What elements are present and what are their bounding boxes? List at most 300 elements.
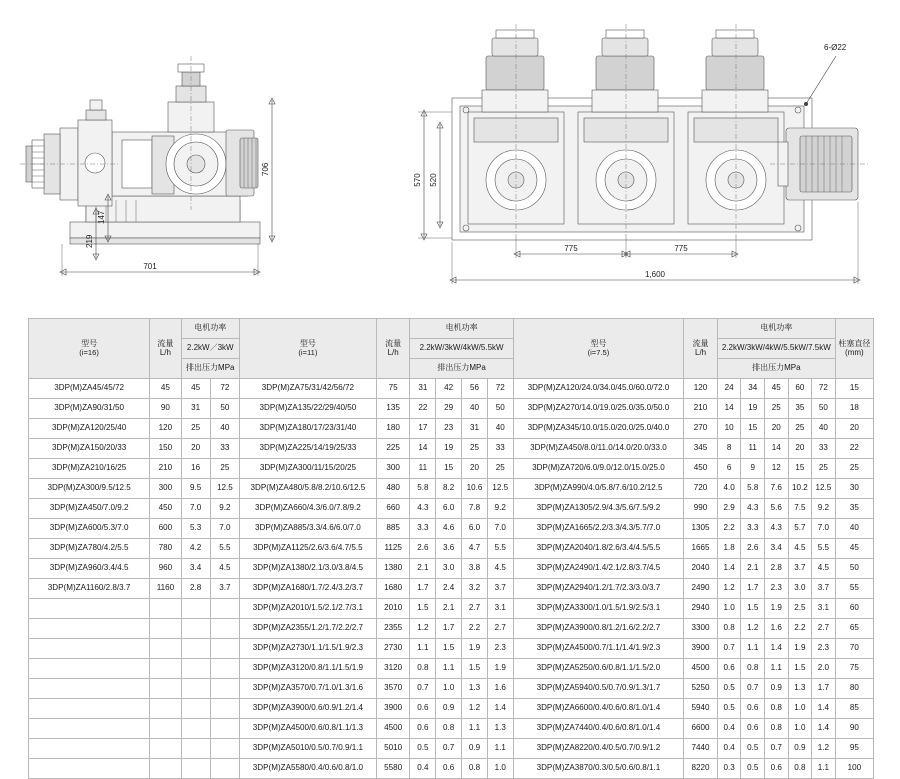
header-flow-1: 流量 L/h [150,319,181,379]
header-motor-power-2: 电机功率 [410,319,513,339]
cell-flow-16: 450 [150,499,181,519]
cell-model-11: 3DP(M)ZA1125/2.6/3.6/4.7/5.5 [239,539,376,559]
cell-model-16: 3DP(M)ZA600/5.3/7.0 [29,519,150,539]
cell-pressure-75: 2.3 [812,639,836,659]
cell-plunger-diameter: 40 [835,519,873,539]
cell-plunger-diameter: 45 [835,539,873,559]
cell-pressure-16 [210,739,239,759]
header-motor-power-1: 电机功率 [181,319,239,339]
cell-plunger-diameter: 25 [835,459,873,479]
right-plan-drawing [413,24,870,284]
cell-pressure-16 [181,739,210,759]
cell-pressure-75: 5.6 [765,499,789,519]
table-row [29,739,874,759]
cell-pressure-75: 19 [741,399,765,419]
cell-pressure-11: 19 [436,439,462,459]
cell-pressure-75: 14 [717,399,741,419]
cell-pressure-16: 12.5 [210,479,239,499]
cell-model-11: 3DP(M)ZA1380/2.1/3.0/3.8/4.5 [239,559,376,579]
cell-flow-75: 2940 [684,599,718,619]
cell-model-16: 3DP(M)ZA120/25/40 [29,419,150,439]
cell-pressure-11: 1.6 [487,679,513,699]
cell-pressure-75: 4.0 [717,479,741,499]
cell-pressure-11: 72 [487,379,513,399]
cell-pressure-11: 1.5 [462,659,488,679]
cell-pressure-11: 1.0 [487,759,513,779]
cell-model-11: 3DP(M)ZA3570/0.7/1.0/1.3/1.6 [239,679,376,699]
cell-pressure-16 [210,639,239,659]
table-row [29,759,874,779]
cell-pressure-75: 1.3 [788,679,812,699]
cell-pressure-16: 33 [210,439,239,459]
dim-775-a: 775 [564,244,578,253]
cell-flow-75: 3900 [684,639,718,659]
cell-pressure-75: 1.0 [788,699,812,719]
cell-model-16: 3DP(M)ZA210/16/25 [29,459,150,479]
cell-pressure-75: 0.8 [717,619,741,639]
cell-pressure-16 [181,659,210,679]
cell-pressure-75: 1.7 [812,679,836,699]
cell-flow-16 [150,699,181,719]
cell-pressure-11: 0.6 [410,719,436,739]
cell-pressure-11: 17 [410,419,436,439]
cell-plunger-diameter: 30 [835,479,873,499]
cell-flow-75: 120 [684,379,718,399]
cell-flow-75: 4500 [684,659,718,679]
cell-flow-11: 3570 [376,679,410,699]
cell-pressure-11: 1.3 [487,719,513,739]
cell-pressure-16 [210,759,239,779]
cell-pressure-16: 3.4 [181,559,210,579]
cell-model-11: 3DP(M)ZA3900/0.6/0.9/1.2/1.4 [239,699,376,719]
cell-pressure-75: 35 [788,399,812,419]
dim-147: 147 [97,210,106,224]
cell-pressure-75: 2.2 [717,519,741,539]
cell-model-16 [29,739,150,759]
cell-pressure-75: 0.6 [765,759,789,779]
cell-flow-75: 5940 [684,699,718,719]
cell-pressure-11: 1.0 [436,679,462,699]
cell-model-75: 3DP(M)ZA1305/2.9/4.3/5.6/7.5/9.2 [513,499,684,519]
cell-pressure-16: 72 [210,379,239,399]
cell-pressure-11: 1.7 [436,619,462,639]
cell-model-75: 3DP(M)ZA5250/0.6/0.8/1.1/1.5/2.0 [513,659,684,679]
cell-plunger-diameter: 20 [835,419,873,439]
cell-pressure-11: 1.1 [436,659,462,679]
header-flow-3: 流量 L/h [684,319,718,379]
cell-pressure-16: 9.2 [210,499,239,519]
cell-pressure-16: 16 [181,459,210,479]
cell-pressure-75: 0.5 [741,739,765,759]
technical-drawings [0,0,900,310]
cell-model-11: 3DP(M)ZA2355/1.2/1.7/2.2/2.7 [239,619,376,639]
header-flow-2: 流量 L/h [376,319,410,379]
table-row [29,519,874,539]
cell-pressure-11: 10.6 [462,479,488,499]
cell-model-16: 3DP(M)ZA300/9.5/12.5 [29,479,150,499]
cell-flow-11: 2730 [376,639,410,659]
cell-pressure-75: 25 [765,399,789,419]
cell-model-75: 3DP(M)ZA3870/0.3/0.5/0.6/0.8/1.1 [513,759,684,779]
table-row [29,459,874,479]
cell-pressure-75: 2.3 [765,579,789,599]
cell-pressure-75: 14 [765,439,789,459]
cell-flow-75: 5250 [684,679,718,699]
cell-pressure-11: 3.7 [487,579,513,599]
cell-pressure-11: 15 [436,459,462,479]
cell-pressure-75: 1.1 [765,659,789,679]
cell-pressure-75: 7.6 [765,479,789,499]
cell-pressure-75: 2.2 [788,619,812,639]
cell-pressure-16: 5.3 [181,519,210,539]
cell-pressure-75: 0.4 [717,719,741,739]
cell-flow-75: 1305 [684,519,718,539]
dim-520: 520 [429,173,438,187]
cell-model-11: 3DP(M)ZA5580/0.4/0.6/0.8/1.0 [239,759,376,779]
cell-plunger-diameter: 85 [835,699,873,719]
cell-flow-11: 4500 [376,719,410,739]
cell-pressure-75: 2.6 [741,539,765,559]
cell-pressure-75: 24 [717,379,741,399]
cell-pressure-11: 1.1 [487,739,513,759]
header-plunger-diameter: 柱塞直径 (mm) [835,319,873,379]
cell-pressure-75: 40 [812,419,836,439]
cell-flow-75: 270 [684,419,718,439]
cell-flow-16: 600 [150,519,181,539]
cell-model-75: 3DP(M)ZA345/10.0/15.0/20.0/25.0/40.0 [513,419,684,439]
cell-flow-16 [150,599,181,619]
cell-flow-11: 180 [376,419,410,439]
cell-pressure-11: 3.8 [462,559,488,579]
cell-pressure-75: 20 [765,419,789,439]
cell-pressure-11: 22 [410,399,436,419]
cell-plunger-diameter: 50 [835,559,873,579]
cell-pressure-11: 0.4 [410,759,436,779]
cell-flow-16 [150,619,181,639]
cell-pressure-11: 25 [487,459,513,479]
cell-pressure-16: 31 [181,399,210,419]
cell-pressure-11: 7.8 [462,499,488,519]
dim-1600: 1,600 [644,270,666,279]
cell-flow-11: 480 [376,479,410,499]
cell-flow-75: 345 [684,439,718,459]
cell-pressure-75: 25 [812,459,836,479]
cell-pressure-75: 0.9 [765,679,789,699]
cell-flow-16: 780 [150,539,181,559]
cell-model-16 [29,659,150,679]
cell-model-75: 3DP(M)ZA5940/0.5/0.7/0.9/1.3/1.7 [513,679,684,699]
cell-pressure-16 [210,599,239,619]
cell-pressure-75: 9 [741,459,765,479]
cell-pressure-16: 25 [181,419,210,439]
cell-flow-11: 5010 [376,739,410,759]
cell-pressure-75: 0.7 [765,739,789,759]
table-row [29,579,874,599]
cell-pressure-16: 4.2 [181,539,210,559]
cell-flow-11: 300 [376,459,410,479]
cell-pressure-11: 4.7 [462,539,488,559]
cell-flow-75: 2040 [684,559,718,579]
cell-pressure-11: 0.8 [410,659,436,679]
cell-model-75: 3DP(M)ZA990/4.0/5.8/7.6/10.2/12.5 [513,479,684,499]
cell-model-11: 3DP(M)ZA480/5.8/8.2/10.6/12.5 [239,479,376,499]
dim-706: 706 [261,162,270,176]
cell-flow-16 [150,679,181,699]
cell-pressure-11: 7.0 [487,519,513,539]
cell-pressure-75: 7.5 [788,499,812,519]
cell-pressure-11: 4.6 [436,519,462,539]
table-row [29,499,874,519]
cell-pressure-75: 1.2 [717,579,741,599]
cell-pressure-75: 2.9 [717,499,741,519]
cell-pressure-75: 25 [788,419,812,439]
cell-pressure-16 [210,679,239,699]
cell-pressure-11: 0.7 [410,679,436,699]
cell-pressure-75: 4.3 [741,499,765,519]
cell-pressure-75: 0.3 [717,759,741,779]
cell-pressure-11: 1.1 [462,719,488,739]
cell-pressure-75: 10.2 [788,479,812,499]
cell-model-75: 3DP(M)ZA450/8.0/11.0/14.0/20.0/33.0 [513,439,684,459]
cell-pressure-75: 0.9 [788,739,812,759]
cell-pressure-11: 12.5 [487,479,513,499]
cell-model-75: 3DP(M)ZA6600/0.4/0.6/0.8/1.0/1.4 [513,699,684,719]
cell-pressure-11: 0.5 [410,739,436,759]
dim-775-b: 775 [674,244,688,253]
cell-pressure-75: 15 [741,419,765,439]
cell-model-11: 3DP(M)ZA1680/1.7/2.4/3.2/3.7 [239,579,376,599]
table-row [29,599,874,619]
cell-flow-75: 720 [684,479,718,499]
cell-pressure-16: 2.8 [181,579,210,599]
cell-flow-16 [150,719,181,739]
cell-pressure-11: 23 [436,419,462,439]
cell-pressure-75: 0.8 [788,759,812,779]
cell-pressure-75: 3.7 [812,579,836,599]
cell-pressure-11: 2.6 [410,539,436,559]
header-model-16: 型号 (i=16) [29,319,150,379]
cell-pressure-11: 3.1 [487,599,513,619]
cell-model-75: 3DP(M)ZA1665/2.2/3.3/4.3/5.7/7.0 [513,519,684,539]
cell-pressure-75: 3.3 [741,519,765,539]
cell-pressure-11: 1.4 [487,699,513,719]
cell-pressure-75: 1.2 [812,739,836,759]
cell-flow-11: 5580 [376,759,410,779]
cell-pressure-11: 2.1 [436,599,462,619]
cell-pressure-75: 72 [812,379,836,399]
cell-flow-16: 90 [150,399,181,419]
header-discharge-pressure-2: 排出压力MPa [410,359,513,379]
cell-model-16 [29,719,150,739]
cell-pressure-16: 20 [181,439,210,459]
cell-model-75: 3DP(M)ZA3300/1.0/1.5/1.9/2.5/3.1 [513,599,684,619]
header-power-options-2: 2.2kW/3kW/4kW/5.5kW [410,339,513,359]
cell-pressure-75: 5.5 [812,539,836,559]
table-row [29,619,874,639]
dim-701: 701 [143,262,157,271]
cell-model-75: 3DP(M)ZA2490/1.4/2.1/2.8/3.7/4.5 [513,559,684,579]
cell-pressure-11: 11 [410,459,436,479]
cell-pressure-11: 0.8 [436,719,462,739]
cell-pressure-11: 0.9 [436,699,462,719]
cell-model-16: 3DP(M)ZA45/45/72 [29,379,150,399]
cell-pressure-75: 1.4 [812,699,836,719]
cell-pressure-11: 1.3 [462,679,488,699]
cell-plunger-diameter: 60 [835,599,873,619]
cell-pressure-75: 7.0 [812,519,836,539]
cell-pressure-11: 6.0 [436,499,462,519]
cell-flow-16: 960 [150,559,181,579]
cell-pressure-75: 2.1 [741,559,765,579]
cell-plunger-diameter: 15 [835,379,873,399]
cell-pressure-75: 1.4 [812,719,836,739]
cell-pressure-16 [210,619,239,639]
cell-pressure-75: 15 [788,459,812,479]
cell-flow-11: 660 [376,499,410,519]
cell-flow-75: 990 [684,499,718,519]
cell-pressure-16 [181,679,210,699]
cell-pressure-11: 31 [410,379,436,399]
header-power-options-3: 2.2kW/3kW/4kW/5.5kW/7.5kW [717,339,835,359]
cell-pressure-11: 3.3 [410,519,436,539]
cell-pressure-75: 11 [741,439,765,459]
cell-flow-75: 210 [684,399,718,419]
cell-model-16: 3DP(M)ZA90/31/50 [29,399,150,419]
table-row [29,439,874,459]
cell-flow-75: 7440 [684,739,718,759]
cell-model-16 [29,619,150,639]
cell-plunger-diameter: 70 [835,639,873,659]
cell-flow-75: 450 [684,459,718,479]
table-row [29,399,874,419]
cell-plunger-diameter: 90 [835,719,873,739]
cell-pressure-75: 0.8 [741,659,765,679]
cell-pressure-75: 1.1 [741,639,765,659]
cell-pressure-11: 6.0 [462,519,488,539]
cell-model-75: 3DP(M)ZA4500/0.7/1.1/1.4/1.9/2.3 [513,639,684,659]
cell-plunger-diameter: 80 [835,679,873,699]
cell-pressure-11: 1.2 [462,699,488,719]
cell-pressure-11: 3.0 [436,559,462,579]
cell-pressure-16: 25 [210,459,239,479]
cell-pressure-11: 0.6 [436,759,462,779]
table-row [29,479,874,499]
cell-pressure-11: 14 [410,439,436,459]
cell-pressure-75: 10 [717,419,741,439]
cell-model-16 [29,699,150,719]
cell-flow-16 [150,739,181,759]
cell-pressure-75: 1.0 [788,719,812,739]
cell-flow-11: 3900 [376,699,410,719]
cell-pressure-75: 9.2 [812,499,836,519]
cell-pressure-75: 2.0 [812,659,836,679]
cell-plunger-diameter: 18 [835,399,873,419]
dim-6-d22: 6-Ø22 [824,43,847,52]
cell-flow-16: 1160 [150,579,181,599]
cell-flow-11: 3120 [376,659,410,679]
cell-pressure-75: 2.5 [788,599,812,619]
cell-model-16: 3DP(M)ZA450/7.0/9.2 [29,499,150,519]
cell-flow-75: 1665 [684,539,718,559]
cell-model-16: 3DP(M)ZA150/20/33 [29,439,150,459]
cell-model-11: 3DP(M)ZA885/3.3/4.6/6.0/7.0 [239,519,376,539]
cell-pressure-75: 3.1 [812,599,836,619]
cell-pressure-75: 3.4 [765,539,789,559]
cell-pressure-75: 0.5 [717,699,741,719]
cell-pressure-75: 1.2 [741,619,765,639]
cell-pressure-11: 2.3 [487,639,513,659]
cell-pressure-16: 7.0 [210,519,239,539]
cell-pressure-75: 0.6 [741,719,765,739]
cell-pressure-16: 3.7 [210,579,239,599]
cell-pressure-75: 4.5 [788,539,812,559]
cell-flow-75: 3300 [684,619,718,639]
cell-pressure-75: 1.4 [717,559,741,579]
cell-model-75: 3DP(M)ZA720/6.0/9.0/12.0/15.0/25.0 [513,459,684,479]
cell-pressure-75: 12.5 [812,479,836,499]
cell-plunger-diameter: 65 [835,619,873,639]
cell-pressure-16 [181,639,210,659]
cell-pressure-11: 8.2 [436,479,462,499]
cell-pressure-11: 2.2 [462,619,488,639]
cell-pressure-75: 1.5 [741,599,765,619]
cell-pressure-11: 56 [462,379,488,399]
cell-pressure-16 [181,759,210,779]
cell-pressure-11: 0.6 [410,699,436,719]
cell-pressure-75: 4.5 [812,559,836,579]
cell-pressure-75: 34 [741,379,765,399]
cell-model-16: 3DP(M)ZA1160/2.8/3.7 [29,579,150,599]
table-row [29,559,874,579]
cell-pressure-75: 45 [765,379,789,399]
cell-model-16: 3DP(M)ZA960/3.4/4.5 [29,559,150,579]
cell-pressure-75: 1.1 [812,759,836,779]
cell-pressure-11: 9.2 [487,499,513,519]
cell-pressure-11: 2.1 [410,559,436,579]
cell-pressure-75: 1.4 [765,639,789,659]
cell-flow-16 [150,639,181,659]
cell-model-75: 3DP(M)ZA3900/0.8/1.2/1.6/2.2/2.7 [513,619,684,639]
cell-flow-75: 6600 [684,719,718,739]
cell-pressure-75: 0.5 [717,679,741,699]
cell-pressure-11: 1.9 [487,659,513,679]
table-row [29,539,874,559]
cell-flow-11: 2355 [376,619,410,639]
cell-pressure-75: 1.5 [788,659,812,679]
cell-pressure-75: 1.7 [741,579,765,599]
cell-pressure-11: 33 [487,439,513,459]
cell-pressure-16 [210,719,239,739]
cell-plunger-diameter: 100 [835,759,873,779]
cell-model-11: 3DP(M)ZA225/14/19/25/33 [239,439,376,459]
left-elevation-drawing [20,56,275,276]
cell-pressure-75: 6 [717,459,741,479]
cell-model-75: 3DP(M)ZA270/14.0/19.0/25.0/35.0/50.0 [513,399,684,419]
cell-model-11: 3DP(M)ZA75/31/42/56/72 [239,379,376,399]
cell-pressure-16: 5.5 [210,539,239,559]
cell-pressure-11: 4.3 [410,499,436,519]
cell-pressure-75: 3.7 [788,559,812,579]
table-row [29,719,874,739]
cell-flow-11: 1680 [376,579,410,599]
pump-specification-table [28,318,874,779]
table-body [29,379,874,779]
cell-pressure-11: 0.9 [462,739,488,759]
cell-pressure-11: 20 [462,459,488,479]
cell-pressure-11: 3.6 [436,539,462,559]
cell-flow-11: 1380 [376,559,410,579]
cell-pressure-16: 40 [210,419,239,439]
